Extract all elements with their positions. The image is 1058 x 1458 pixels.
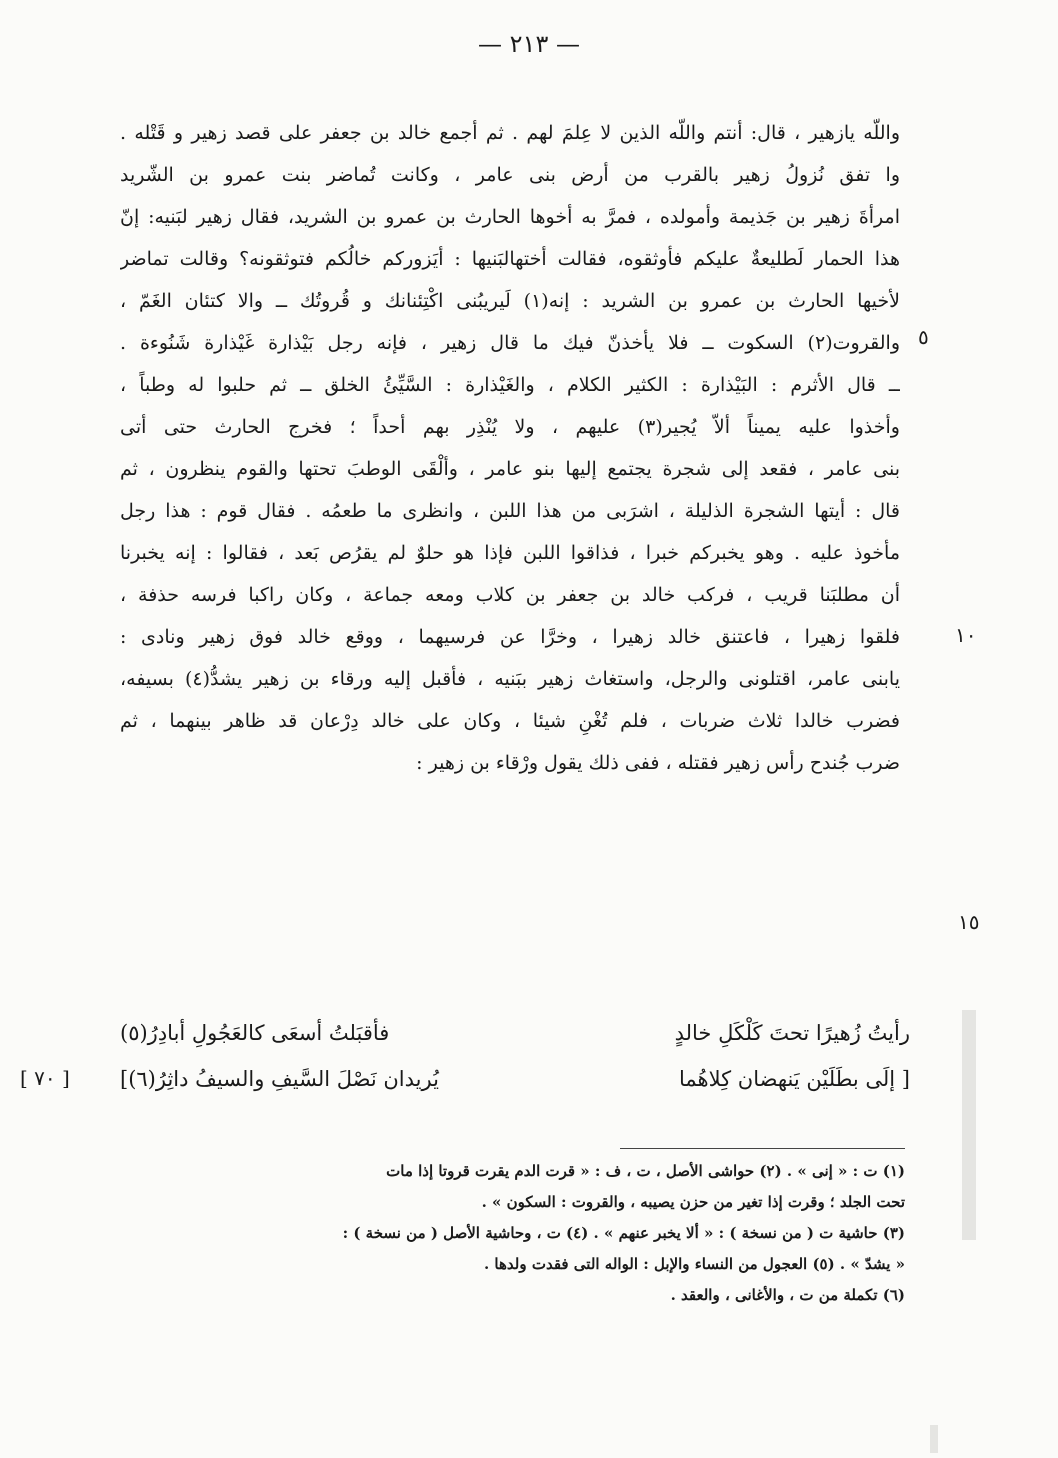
footnote-line: (٦) تکملة من ت ، والأغانی ، والعقد . <box>670 1286 905 1304</box>
poetry-verses <box>120 1010 910 1102</box>
text-line: أن مطلبَنا قریب ، فرکب خالد بن جعفر بن کلاب ومعه جماعة ، وکان راکبا فرسه حذفة ، <box>120 584 900 606</box>
text-line: ــ قال الأثرم : البَیْذارة : الکثیر الکلام ، والغَیْذارة : السَّیِّئُ الخلق ــ ثم حلبوا له وطباً ، <box>120 374 900 396</box>
text-line: هذا الحمار لَطلیعةٌ علیکم فأوثقوه، فقالت أختهالبَنیها : أیَزورکم خالُکم فتوثقونه؟ وقالت تماضر <box>120 248 900 270</box>
footnote-line: تحت الجلد ؛ وقرت إذا تغیر من حزن یصیبه ، والقروت : السکون » . <box>481 1193 905 1211</box>
footnote-line: (٣) حاشیة ت ( من نسخة ) : « ألا یخبر عنهم » . (٤) ت ، وحاشیة الأصل ( من نسخة ) : <box>342 1224 905 1242</box>
verse-second-hemistich: فأقبَلتُ أسعَی کالعَجُولِ أبادِرُ(٥) <box>120 1021 390 1045</box>
verse-first-hemistich: رأیتُ زُهیرًا تحتَ کَلْکَلِ خالدٍ <box>674 1021 910 1045</box>
verse-first-hemistich: [ إلَی بطَلَیْن یَنهضان کِلاهُما <box>678 1067 910 1091</box>
body-text <box>120 112 900 784</box>
line-number-marker: ١٠ <box>955 623 977 647</box>
text-line: یابنی عامر، اقتلونی والرجل، واستغاث زهیر ببَنیه ، فأقبل إلیه ورقاء بن زهیر یشدُّ(٤) بسیفه، <box>120 668 900 690</box>
line-number-marker: ١٥ <box>958 910 980 934</box>
text-line: فضرب خالدا ثلاث ضربات ، فلم تُغْنِ شیئا ، وکان علی خالد دِرْعان قد ظاهر بینهما ، ثم <box>120 710 900 732</box>
footnote-line: (١) ت : « إنی » . (٢) حواشی الأصل ، ت ، ف : « قرت الدم یقرت قروتا إذا مات <box>386 1162 905 1180</box>
page-number: — ٢١٣ — <box>478 30 580 58</box>
verse-line <box>120 1010 910 1056</box>
text-line: مأخوذ علیه . وهو یخبرکم خبرا ، فذاقوا اللبن فإذا هو حلوٌ لم یقرُص بَعد ، فقالوا : إنه یخبرنا <box>120 542 900 564</box>
text-line: والقروت(٢) السکوت ــ فلا یأخذنّ فیك ما قال زهیر ، فإنه رجل بَیْذارة غَیْذارة شَنُوءة . <box>120 332 900 354</box>
source-page-reference: [ ٧٠ ] <box>20 1066 70 1090</box>
footnote-line: « یشدّ » . (٥) العجول من النساء والإبل : الواله التی فقدت ولدها . <box>483 1255 905 1273</box>
text-line: بنی عامر ، فقعد إلی شجرة یجتمع إلیها بنو عامر ، وألْقَی الوطبَ تحتها والقوم ینظرون ، ثم <box>120 458 900 480</box>
text-line: وأخذوا علیه یمیناً ألاّ یُجیر(٣) علیهم ، ولا یُنْذِر بهم أحداً ؛ فخرج الحارث حتی أتی <box>120 416 900 438</box>
text-line: قال : أیتها الشجرة الذلیلة ، اشرَبی من هذا اللبن ، وانظری ما طعمُه . فقال قوم : هذا رجل <box>120 500 900 522</box>
scan-artifact <box>962 1010 976 1240</box>
footnote-divider <box>620 1148 905 1149</box>
verse-second-hemistich: یُریدان نَصْلَ السَّیفِ والسیفُ داثِرُ(٦)] <box>120 1067 439 1091</box>
scan-artifact <box>930 1425 938 1453</box>
text-line: لأخیها الحارث بن عمرو بن الشرید : إنه(١) لَیریبُنی اکْتِئنانك و قُروتُك ــ والا کتئان الغَمّ ، <box>120 290 900 312</box>
text-line: امرأةَ زهیر بن جَذیمة وأمولده ، فمرَّ به أخوها الحارث بن عمرو بن الشرید، فقال زهیر لبَنیه: إنّ <box>120 206 900 228</box>
verse-line <box>120 1056 910 1102</box>
line-number-marker: ٥ <box>918 325 929 349</box>
footnotes <box>115 1156 905 1311</box>
text-line: فلقوا زهیرا ، فاعتنق خالد زهیرا ، وخرَّا عن فرسیهما ، ووقع خالد فوق زهیر ونادی : <box>120 626 900 648</box>
text-line: وا تفق نُزولُ زهیر بالقرب من أرض بنی عامر ، وکانت تُماضر بنت عمرو بن الشّرید <box>120 164 900 186</box>
text-line: واللّه یازهیر ، قال: أنتم واللّه الذین لا عِلمَ لهم . ثم أجمع خالد بن جعفر علی قصد زهیر و قَتْله . <box>120 122 900 144</box>
text-line: ضرب جُندح رأس زهیر فقتله ، ففی ذلك یقول ورْقاء بن زهیر : <box>416 752 900 774</box>
